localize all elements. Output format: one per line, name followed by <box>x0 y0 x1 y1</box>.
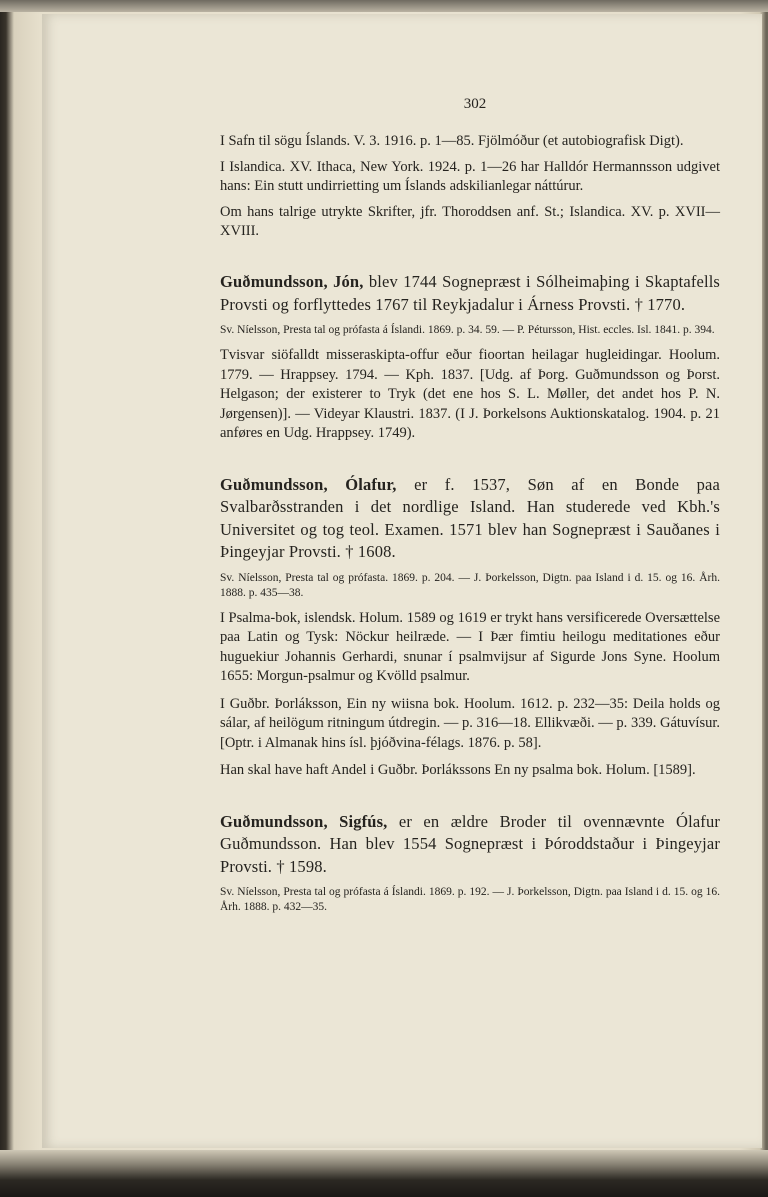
entry-olafur <box>220 474 720 564</box>
entry-text: er en ældre Broder til ovennævnte Ólafur Guðmundsson. Han blev 1554 Sognepræst i Þóroddstaður i Þingeyjar Provsti. † 1598. <box>220 811 720 876</box>
entry-reference: Sv. Níelsson, Presta tal og prófasta á Íslandi. 1869. p. 34. 59. — P. Pétursson, Hist. eccles. Isl. 1841. p. 394. <box>220 324 715 336</box>
page-text <box>220 95 720 915</box>
top-line: I Safn til sögu Íslands. V. 3. 1916. p. 1—85. Fjölmóður (et autobiografisk Digt). <box>220 133 684 149</box>
entry-name: Guðmundsson, Sigfús, <box>220 811 388 831</box>
page-top-edge <box>0 0 768 12</box>
entry-work: Han skal have haft Andel i Guðbr. Þorlákssons En ny psalma bok. Holum. [1589]. <box>220 762 696 778</box>
page-number: 302 <box>463 96 487 112</box>
entry-name: Guðmundsson, Ólafur, <box>220 474 397 494</box>
entry-work: I Guðbr. Þorláksson, Ein ny wiisna bok. Hoolum. 1612. p. 232—35: Deila holds og sálar, af heilögum ritningum útdregin. — p. 316—18. Ellikvæði. — p. 339. Gátuvísur. [Optr. i Almanak hins ísl. þjóðvina-félags. 1876. p. 58]. <box>220 695 720 751</box>
entry-name: Guðmundsson, Jón, <box>220 272 364 291</box>
entry-text: blev 1744 Sognepræst i Sólheimaþing i Skaptafells Provsti og forflyttedes 1767 til Reykjadalur i Árness Provsti. † 1770. <box>220 272 721 314</box>
entry-jon <box>220 271 720 316</box>
entry-sigfus <box>220 811 720 879</box>
page-bottom-edge <box>0 1150 768 1197</box>
entry-work: I Psalma-bok, islendsk. Holum. 1589 og 1619 er trykt hans versificerede Oversættelse paa Latin og Tysk: Nöckur heilræde. — I Þær fimtiu heilogu meditationes eður huguekiur Johannis Gerhardi, snunar í psalmvijsur af Sigurde Jons Syne. Hoolum 1655: Morgun-psalmur og Kvölld psalmur. <box>220 609 720 684</box>
entry-reference: Sv. Níelsson, Presta tal og prófasta á Íslandi. 1869. p. 192. — J. Þorkelsson, Digtn. paa Island i d. 15. og 16. Årh. 1888. p. 432—35. <box>220 886 720 913</box>
top-line: Om hans talrige utrykte Skrifter, jfr. Thoroddsen anf. St.; Islandica. XV. p. XVII—XVIII. <box>220 204 720 239</box>
entry-reference: Sv. Níelsson, Presta tal og prófasta. 1869. p. 204. — J. Þorkelsson, Digtn. paa Island i d. 15. og 16. Årh. 1888. p. 435—38. <box>220 571 720 599</box>
entry-text: er f. 1537, Søn af en Bonde paa Svalbarðsstranden i det nordlige Island. Han studerede ved Kbh.'s Universitet og tog teol. Examen. 1571 blev han Sognepræst i Sauðanes i Þingeyjar Provsti. † 1608. <box>220 474 720 561</box>
top-line: I Islandica. XV. Ithaca, New York. 1924. p. 1—26 har Halldór Hermannsson udgivet hans: Ein stutt undirrietting um Íslands adskilianlegar náttúrur. <box>220 159 720 194</box>
entry-work: Tvisvar siöfalldt misseraskipta-offur eður fioortan heilagar hugleidingar. Hoolum. 1779. — Hrappsey. 1794. — Kph. 1837. [Udg. af Þorg. Guðmundsson og Þorst. Helgason; der existerer to Tryk (det ene hos S. L. Møller, det andet hos P. N. Jørgensen)]. — Videyar Klaustri. 1837. (I J. Þorkelsons Auktionskatalog. 1904. p. 21 anføres en Udg. Hrappsey. 1749). <box>220 347 720 441</box>
